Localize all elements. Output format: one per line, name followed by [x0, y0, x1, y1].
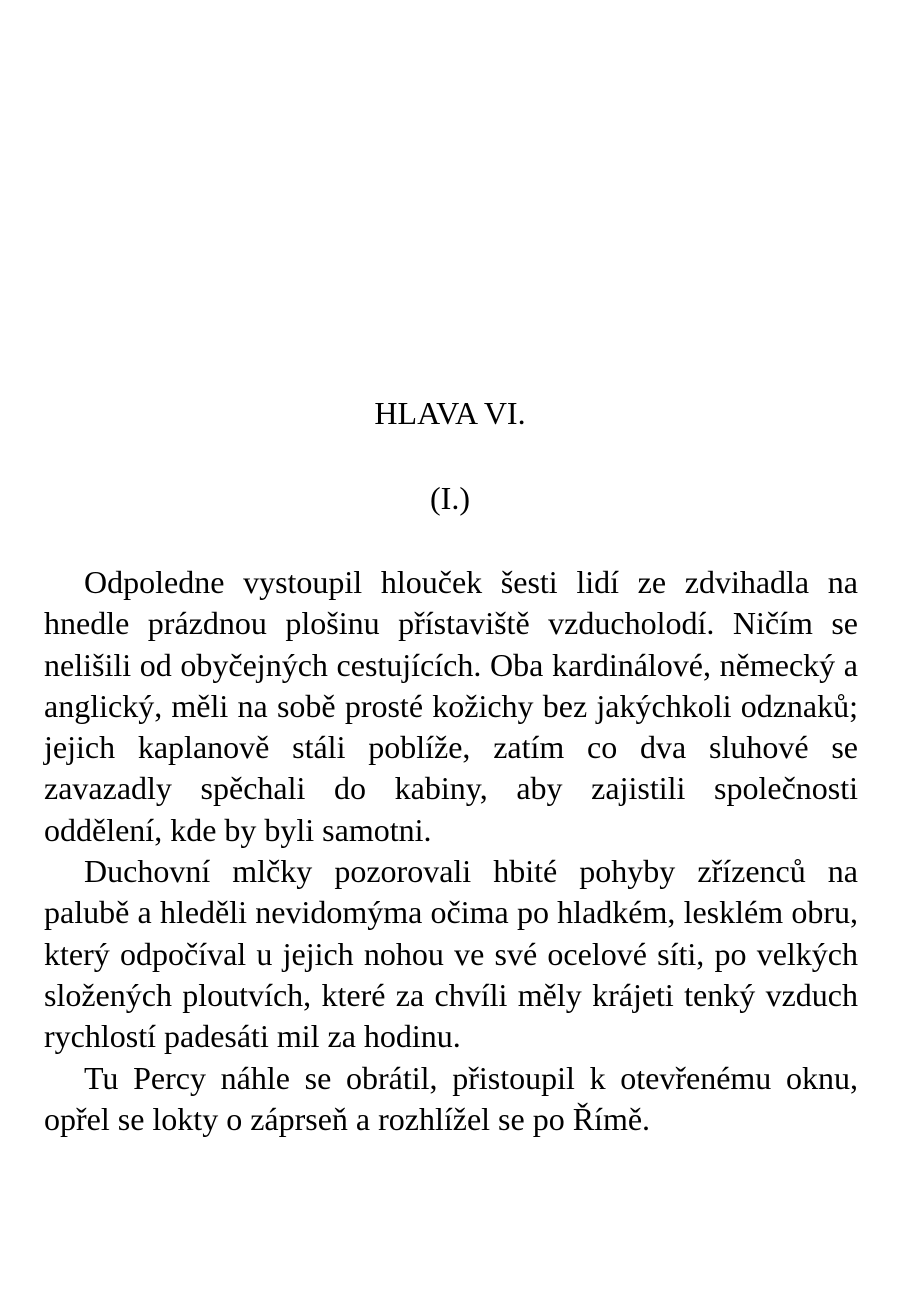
- paragraph-3: Tu Percy náhle se obrátil, přistoupil k otevřenému oknu, opřel se lokty o záprseň a rozhlížel se po Římě.: [44, 1059, 858, 1137]
- chapter-title: HLAVA VI.: [374, 395, 526, 431]
- paragraph-1: Odpoledne vystoupil hlouček šesti lidí ze zdvihadla na hnedle prázdnou plošinu přístaviště vzducholodí. Ničím se nelišili od obyčejných cestujících. Oba kardinálové, německý a anglický, měli na sobě prosté kožichy bez jakýchkoli odznaků; jejich kaplanově stáli poblíže, zatím co dva sluhové se zavazadly spěchali do kabiny, aby zajistili společnosti oddělení, kde by byli samotni.: [44, 564, 858, 848]
- section-number: (I.): [430, 480, 470, 516]
- body-text: [44, 562, 858, 1140]
- paragraph-2: Duchovní mlčky pozorovali hbité pohyby zřízenců na palubě a hleděli nevidomýma očima po hladkém, lesklém obru, který odpočíval u jejich nohou ve své ocelové síti, po velkých složených ploutvích, které za chvíli měly krájeti tenký vzduch rychlostí padesáti mil za hodinu.: [44, 853, 858, 1055]
